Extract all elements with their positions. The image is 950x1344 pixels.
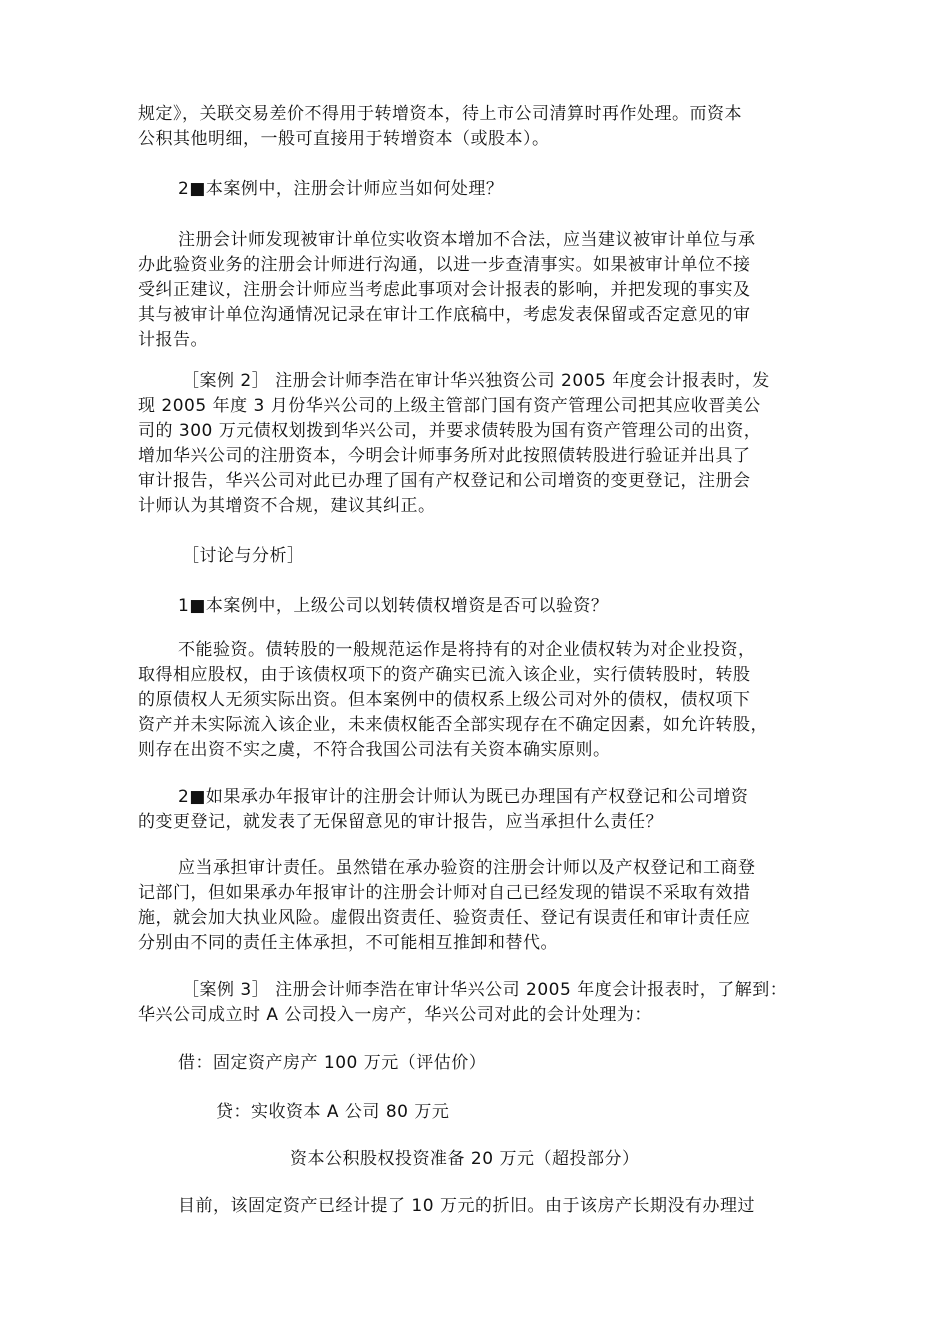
text-line: 办此验资业务的注册会计师进行沟通，以进一步查清事实。如果被审计单位不接 <box>138 255 751 275</box>
text-line: 不能验资。债转股的一般规范运作是将持有的对企业债权转为对企业投资， <box>178 640 756 660</box>
paragraph-capital-reserve <box>138 102 818 152</box>
text-line: 资产并未实际流入该企业，未来债权能否全部实现存在不确定因素，如允许转股， <box>138 715 768 735</box>
text-line: 则存在出资不实之虞，不符合我国公司法有关资本确实原则。 <box>138 740 611 760</box>
paragraph-case-3 <box>138 978 818 1028</box>
text-line: 计师认为其增资不合规，建议其纠正。 <box>138 496 436 516</box>
question-heading <box>178 177 858 202</box>
text-line: 司的 300 万元债权划拨到华兴公司，并要求债转股为国有资产管理公司的出资， <box>138 421 762 441</box>
paragraph-depreciation <box>178 1194 858 1219</box>
text-line: 的原债权人无须实际出资。但本案例中的债权系上级公司对外的债权，债权项下 <box>138 690 751 710</box>
text-line: 注册会计师发现被审计单位实收资本增加不合法，应当建议被审计单位与承 <box>178 230 756 250</box>
text-line: 1■本案例中，上级公司以划转债权增资是否可以验资？ <box>178 596 609 616</box>
text-line: ［讨论与分析］ <box>182 546 305 566</box>
text-line: 2■本案例中，注册会计师应当如何处理？ <box>178 179 504 199</box>
text-line: 借：固定资产房产 100 万元（评估价） <box>178 1053 487 1073</box>
text-line: 资本公积股权投资准备 20 万元（超投部分） <box>290 1149 640 1169</box>
text-line: 受纠正建议，注册会计师应当考虑此事项对会计报表的影响，并把发现的事实及 <box>138 280 751 300</box>
text-line: 施，就会加大执业风险。虚假出资责任、验资责任、登记有误责任和审计责任应 <box>138 908 751 928</box>
text-line: 记部门，但如果承办年报审计的注册会计师对自己已经发现的错误不采取有效措 <box>138 883 751 903</box>
paragraph-case-2 <box>138 369 818 519</box>
journal-entry-credit <box>216 1100 896 1125</box>
text-line: 增加华兴公司的注册资本，今明会计师事务所对此按照债转股进行验证并出具了 <box>138 446 751 466</box>
paragraph-answer <box>138 638 818 763</box>
text-line: 应当承担审计责任。虽然错在承办验资的注册会计师以及产权登记和工商登 <box>178 858 756 878</box>
discussion-heading <box>182 544 862 569</box>
text-line: 分别由不同的责任主体承担，不可能相互推卸和替代。 <box>138 933 558 953</box>
text-line: 取得相应股权，由于该债权项下的资产确实已流入该企业，实行债转股时，转股 <box>138 665 751 685</box>
text-line: 华兴公司成立时 A 公司投入一房产，华兴公司对此的会计处理为： <box>138 1005 652 1025</box>
question-heading <box>138 785 818 835</box>
text-line: 计报告。 <box>138 330 208 350</box>
text-line: ［案例 2］ 注册会计师李浩在审计华兴独资公司 2005 年度会计报表时，发 <box>182 371 770 391</box>
text-line: 规定》，关联交易差价不得用于转增资本，待上市公司清算时再作处理。而资本 <box>138 104 742 124</box>
journal-entry-debit <box>178 1051 858 1076</box>
text-line: 公积其他明细，一般可直接用于转增资本（或股本）。 <box>138 129 550 149</box>
text-line: 的变更登记，就发表了无保留意见的审计报告，应当承担什么责任？ <box>138 812 663 832</box>
text-line: 现 2005 年度 3 月份华兴公司的上级主管部门国有资产管理公司把其应收晋美公 <box>138 396 761 416</box>
text-line: ［案例 3］ 注册会计师李浩在审计华兴公司 2005 年度会计报表时，了解到： <box>182 980 788 1000</box>
text-line: 贷：实收资本 A 公司 80 万元 <box>216 1102 450 1122</box>
text-line: 其与被审计单位沟通情况记录在审计工作底稿中，考虑发表保留或否定意见的审 <box>138 305 751 325</box>
paragraph-answer <box>138 228 818 353</box>
question-heading <box>178 594 858 619</box>
journal-entry-credit <box>290 1147 950 1172</box>
paragraph-answer <box>138 856 818 956</box>
text-line: 目前，该固定资产已经计提了 10 万元的折旧。由于该房产长期没有办理过 <box>178 1196 755 1216</box>
text-line: 审计报告，华兴公司对此已办理了国有产权登记和公司增资的变更登记，注册会 <box>138 471 751 491</box>
text-line: 2■如果承办年报审计的注册会计师认为既已办理国有产权登记和公司增资 <box>178 787 749 807</box>
